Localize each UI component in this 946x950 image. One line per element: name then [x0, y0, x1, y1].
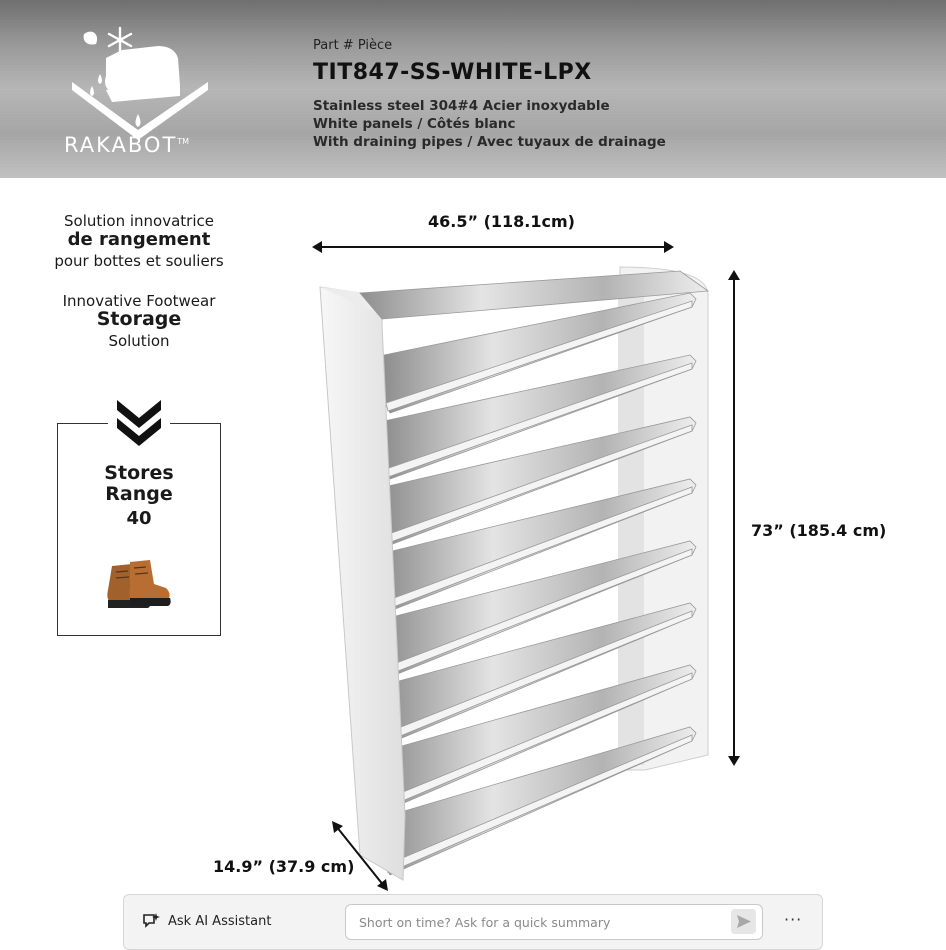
tagline-fr-line3: pour bottes et souliers [54, 252, 224, 270]
stores-count: 40 [126, 508, 152, 529]
width-arrow [312, 238, 674, 256]
tagline-en-line1: Innovative Footwear [62, 292, 216, 310]
hiking-boots-icon [104, 558, 176, 610]
height-dimension: 73” (185.4 cm) [751, 521, 887, 540]
tagline-en-line2: Storage [96, 308, 182, 330]
double-chevron-down-icon [108, 398, 170, 448]
spec-panels: White panels / Côtés blanc [313, 116, 516, 132]
spec-material: Stainless steel 304#4 Acier inoxydable [313, 98, 610, 114]
part-label: Part # Pièce [313, 38, 393, 53]
header-banner [0, 0, 946, 178]
tagline-fr-line2: de rangement [67, 229, 211, 250]
depth-arrow [330, 820, 390, 892]
send-icon[interactable] [731, 909, 756, 934]
tagline-en-line3: Solution [108, 332, 170, 350]
depth-dimension: 14.9” (37.9 cm) [213, 857, 355, 876]
shoe-rack-illustration [300, 255, 720, 885]
tagline-fr-line1: Solution innovatrice [64, 212, 214, 230]
ai-question-input[interactable] [345, 904, 763, 940]
brand-name: RAKABOT™ [64, 133, 190, 157]
ai-assistant-icon[interactable] [142, 912, 160, 930]
stores-label: Stores [104, 462, 174, 484]
width-dimension: 46.5” (118.1cm) [428, 212, 575, 231]
ask-ai-label[interactable]: Ask AI Assistant [168, 914, 272, 929]
more-options-icon[interactable]: ··· [784, 910, 803, 929]
part-number: TIT847-SS-WHITE-LPX [313, 60, 592, 85]
range-label: Range [105, 483, 173, 505]
spec-drainage: With draining pipes / Avec tuyaux de drainage [313, 134, 666, 150]
height-arrow [725, 270, 743, 766]
